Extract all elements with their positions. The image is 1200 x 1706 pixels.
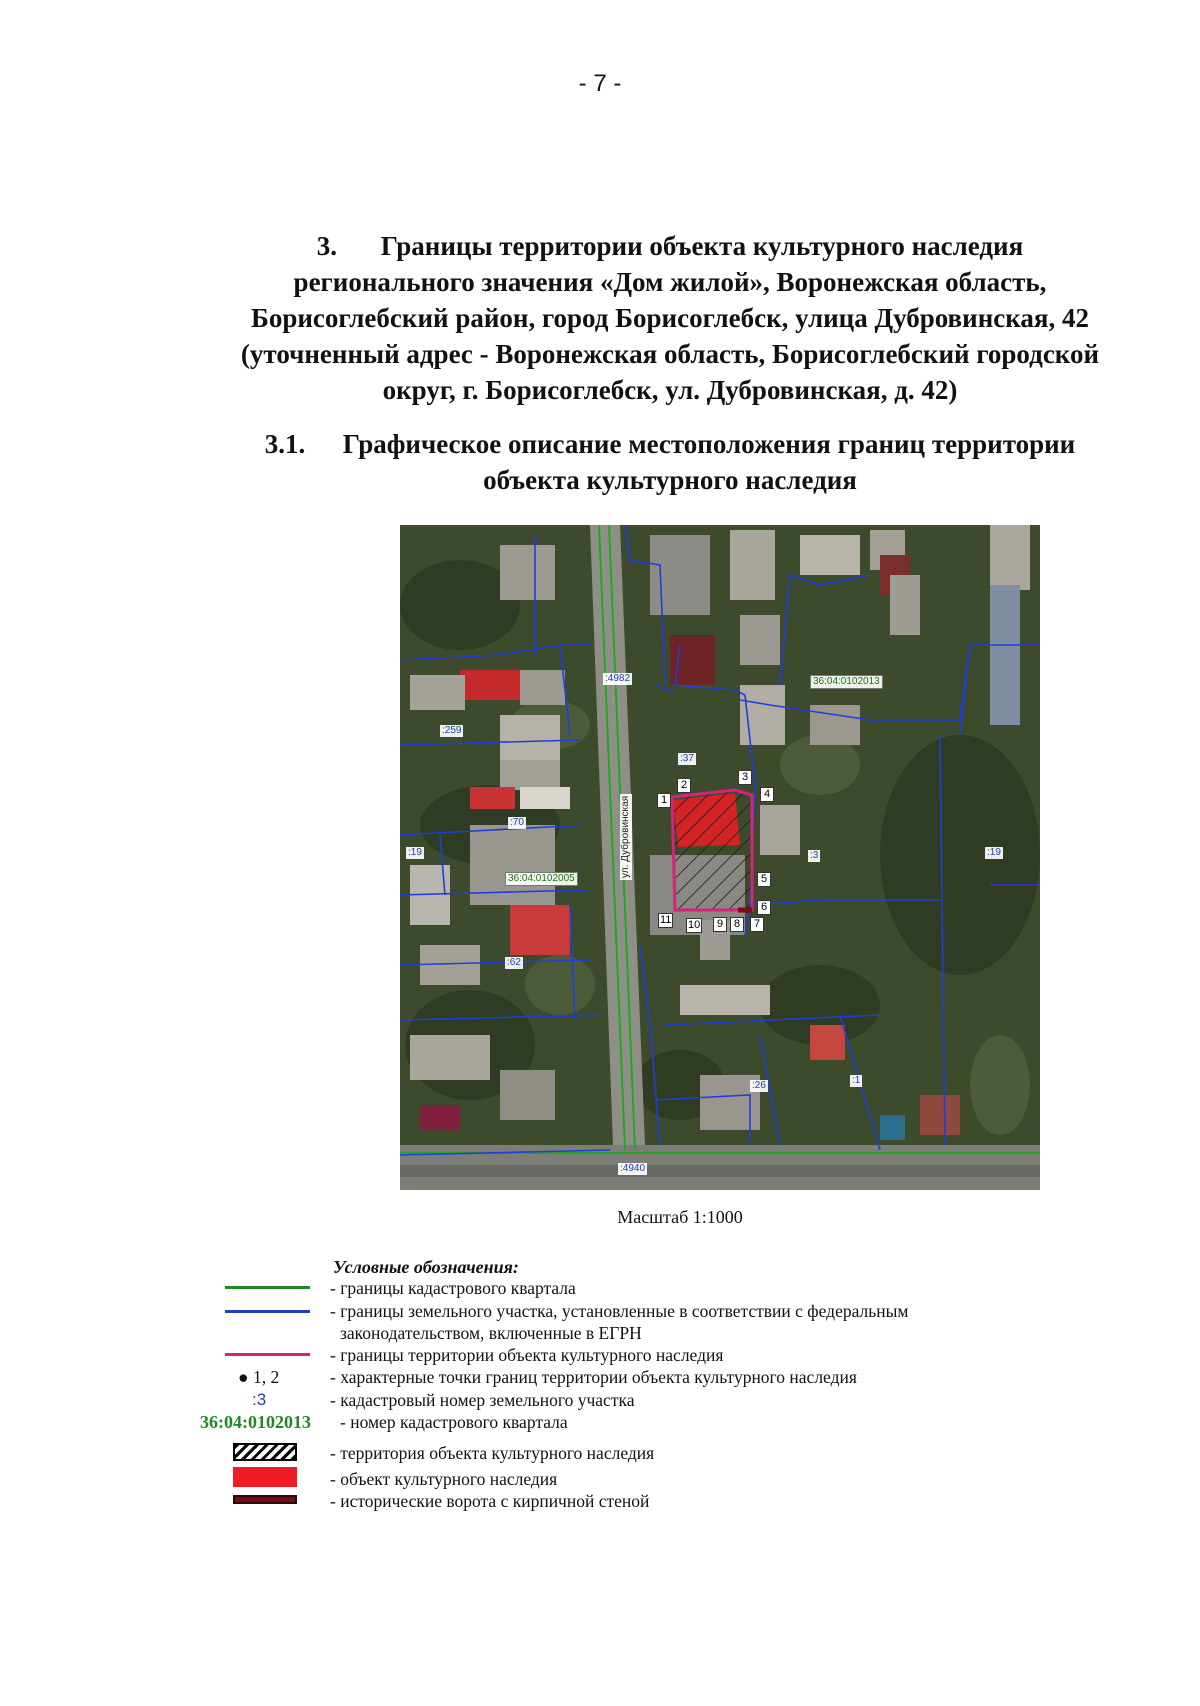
parcel-label: :1 <box>852 1075 861 1086</box>
parcel-label: :37 <box>680 753 694 764</box>
parcel-label: :3 <box>810 850 819 861</box>
boundary-point-6: 6 <box>757 900 771 915</box>
legend-item: - кадастровый номер земельного участка <box>330 1390 635 1410</box>
section-3-1-title-line: Графическое описание местоположения границ территории <box>342 429 1076 459</box>
parcel-number-symbol: :3 <box>252 1390 267 1409</box>
territory-hatch-symbol <box>233 1443 297 1461</box>
parcel-label: :4982 <box>605 673 631 684</box>
boundary-line-symbol <box>225 1353 310 1356</box>
legend-item: - характерные точки границ территории объекта культурного наследия <box>330 1367 857 1387</box>
quarter-number-symbol: 36:04:0102013 <box>200 1412 311 1432</box>
boundary-point-11: 11 <box>660 914 672 926</box>
legend-item: - исторические ворота с кирпичной стеной <box>330 1491 650 1511</box>
legend-item: - номер кадастрового квартала <box>340 1412 568 1432</box>
boundary-point-5: 5 <box>757 872 771 887</box>
section-3-title-line: регионального значения «Дом жилой», Воронежская область, <box>293 267 1047 297</box>
section-3-title-line: округ, г. Борисоглебск, ул. Дубровинская, д. 42) <box>382 375 958 405</box>
map-scale: Масштаб 1:1000 <box>617 1207 743 1227</box>
parcel-label: :70 <box>510 817 524 828</box>
section-3-title-line: (уточненный адрес - Воронежская область, Борисоглебский городской <box>240 339 1100 369</box>
street-label: ул. Дубровинская <box>620 795 631 878</box>
boundary-point-3: 3 <box>738 770 752 785</box>
aerial-imagery <box>400 525 1040 1190</box>
section-3-1-number: 3.1. <box>264 429 306 459</box>
cadastral-map[interactable] <box>400 525 1040 1190</box>
section-3-1-heading <box>200 426 1140 498</box>
section-3-title-line: Границы территории объекта культурного наследия <box>380 231 1024 261</box>
quarter-label: 36:04:0102013 <box>810 675 883 689</box>
boundary-point-8: 8 <box>730 917 744 932</box>
section-3-title-line: Борисоглебский район, город Борисоглебск, улица Дубровинская, 42 <box>250 303 1089 333</box>
point-symbol: ● 1, 2 <box>238 1367 280 1387</box>
legend-item: - объект культурного наследия <box>330 1469 558 1489</box>
object-fill-symbol <box>233 1467 297 1487</box>
boundary-point-2: 2 <box>677 778 691 793</box>
section-3-number: 3. <box>316 231 338 261</box>
parcel-label: :26 <box>752 1080 766 1091</box>
parcel-label: :259 <box>442 725 462 736</box>
boundary-point-7: 7 <box>750 917 764 932</box>
parcel-label: :4940 <box>620 1163 646 1174</box>
legend-item: - границы земельного участка, установленные в соответствии с федеральным <box>330 1301 909 1321</box>
page-number: - 7 - <box>578 70 622 97</box>
parcel-line-symbol <box>225 1310 310 1313</box>
boundary-point-10: 10 <box>688 919 701 931</box>
section-3-heading <box>200 228 1140 408</box>
parcel-label: :19 <box>408 847 422 858</box>
legend-item: законодательством, включенные в ЕГРН <box>340 1323 642 1343</box>
quarter-line-symbol <box>225 1286 310 1289</box>
boundary-point-1: 1 <box>657 793 671 808</box>
legend-item: - территория объекта культурного наследия <box>330 1443 655 1463</box>
section-3-1-title-line: объекта культурного наследия <box>483 465 857 495</box>
parcel-label: :19 <box>987 847 1001 858</box>
gate-wall-symbol <box>233 1495 297 1504</box>
parcel-label: :62 <box>507 957 521 968</box>
boundary-point-9: 9 <box>713 917 727 932</box>
legend-title: Условные обозначения: <box>333 1257 519 1277</box>
quarter-label: 36:04:0102005 <box>505 872 578 886</box>
legend-item: - границы кадастрового квартала <box>330 1278 576 1298</box>
boundary-point-4: 4 <box>760 787 774 802</box>
legend-item: - границы территории объекта культурного наследия <box>330 1345 724 1365</box>
